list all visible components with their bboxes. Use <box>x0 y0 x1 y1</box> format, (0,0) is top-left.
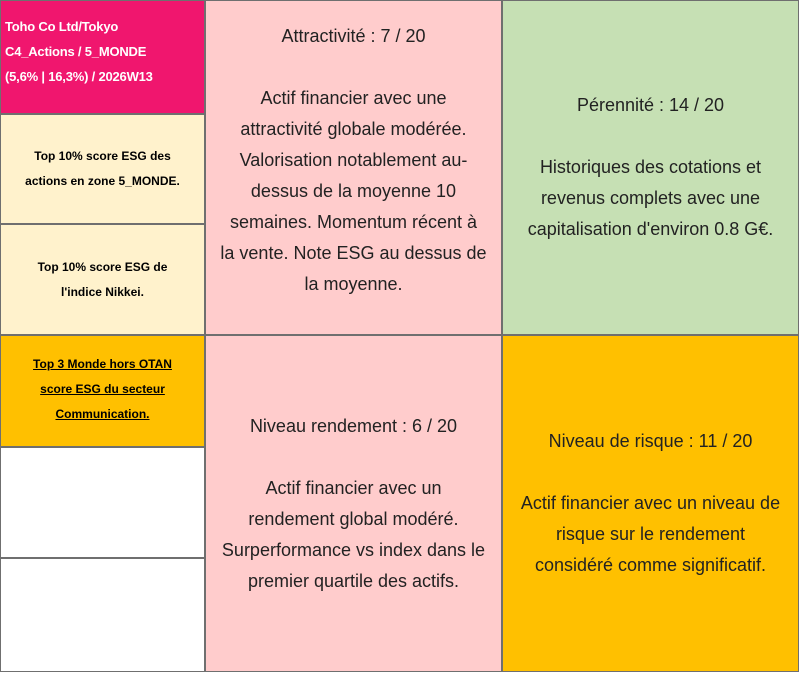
description-line: Surperformance vs index dans le <box>221 539 486 560</box>
description-line: semaines. Momentum récent à <box>229 212 478 232</box>
esg-tag-line: l'indice Nikkei. <box>61 284 144 299</box>
esg-tag-zone <box>0 114 205 224</box>
score-description <box>521 488 780 581</box>
asset-name: Toho Co Ltd/Tokyo <box>5 18 119 34</box>
score-description <box>220 83 486 300</box>
description-line: rendement global modéré. <box>248 508 459 529</box>
description-line: Actif financier avec un niveau de <box>520 493 781 513</box>
score-title: Niveau rendement : 6 / 20 <box>249 415 458 436</box>
description-line: attractivité globale modérée. <box>240 119 467 139</box>
asset-category: C4_Actions / 5_MONDE <box>5 43 147 59</box>
empty-tag-cell <box>0 558 205 672</box>
description-line: Valorisation notablement au- <box>239 150 468 170</box>
empty-tag-cell <box>0 447 205 558</box>
esg-tag-line: Top 10% score ESG des <box>34 149 171 163</box>
esg-tag-index <box>0 224 205 335</box>
description-line: la moyenne. <box>304 274 403 294</box>
score-risque <box>502 335 799 672</box>
score-perennite <box>502 0 799 335</box>
esg-tag-line: Top 10% score ESG de <box>37 259 168 274</box>
description-line: premier quartile des actifs. <box>247 570 460 591</box>
score-description <box>528 152 774 245</box>
description-line: dessus de la moyenne 10 <box>250 181 457 201</box>
description-line: revenus complets avec une <box>540 188 761 208</box>
description-line: la vente. Note ESG au dessus de <box>220 243 487 263</box>
esg-tag-line: actions en zone 5_MONDE. <box>25 174 180 188</box>
score-description <box>222 473 485 597</box>
esg-tag-sector <box>0 335 205 447</box>
asset-header <box>0 0 205 114</box>
asset-weights-week: (5,6% | 16,3%) / 2026W13 <box>5 68 153 84</box>
score-rendement <box>205 335 502 672</box>
description-line: risque sur le rendement <box>555 524 746 544</box>
description-line: capitalisation d'environ 0.8 G€. <box>527 219 774 239</box>
score-attractivite <box>205 0 502 335</box>
score-title: Pérennité : 14 / 20 <box>576 95 725 115</box>
description-line: Actif financier avec une <box>260 88 447 108</box>
description-line: Actif financier avec un <box>265 477 442 498</box>
score-title: Niveau de risque : 11 / 20 <box>548 431 753 451</box>
score-title: Attractivité : 7 / 20 <box>281 26 426 46</box>
esg-tag-line: score ESG du secteur <box>40 382 165 396</box>
esg-tag-line: Top 3 Monde hors OTAN <box>33 357 172 371</box>
esg-tag-line: Communication. <box>55 407 150 421</box>
description-line: considéré comme significatif. <box>534 555 767 575</box>
description-line: Historiques des cotations et <box>539 157 762 177</box>
